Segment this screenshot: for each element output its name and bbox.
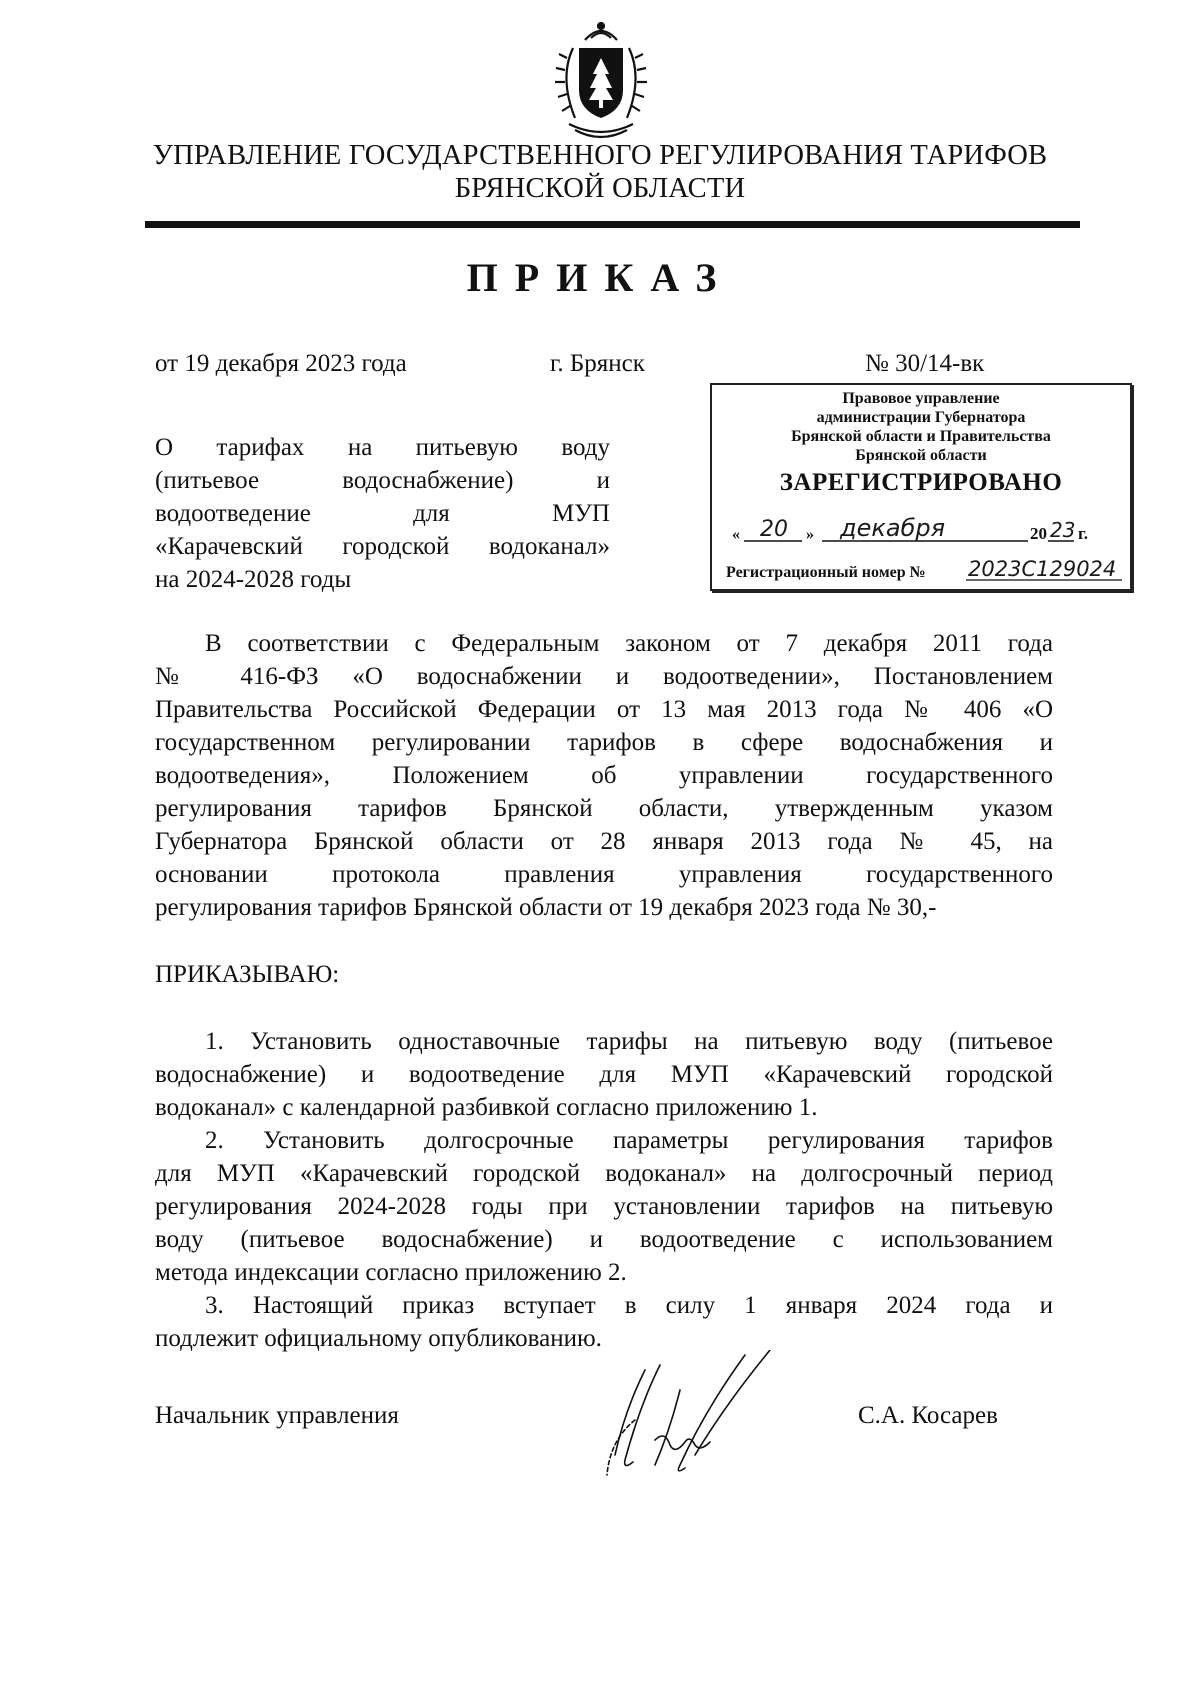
subject-line: на 2024-2028 годы [155,566,352,593]
registration-stamp [710,383,1132,591]
order-word: ПРИКАЗЫВАЮ: [155,961,340,988]
item-line: метода индексации согласно приложению 2. [155,1259,627,1286]
item-line: подлежит официальному опубликованию. [155,1325,602,1352]
item-line: воду (питьевое водоснабжение) и водоотведение с использованием [155,1226,1053,1253]
document-city: г. Брянск [550,350,645,377]
stamp-regnum-row [726,557,1126,585]
header-divider [145,221,1080,228]
subject-line: О тарифах на питьевую воду [155,434,610,461]
item-line: для МУП «Карачевский городской водоканал» на долгосрочный период [155,1160,1053,1187]
stamp-line: Брянской области и Правительства [791,428,1051,445]
stamp-date-month: декабря [840,515,946,542]
stamp-date-year-unit: г. [1078,524,1089,543]
item-line: 2. Установить долгосрочные параметры регулирования тарифов [205,1127,1053,1154]
stamp-date-year-suffix: 23 [1050,518,1076,542]
organization-name-line2: БРЯНСКОЙ ОБЛАСТИ [454,173,746,204]
stamp-regnum-value: 2023С129024 [968,557,1117,581]
coat-of-arms-icon [545,18,657,144]
stamp-regnum-label: Регистрационный номер № [726,564,926,581]
item-line: водоснабжение) и водоотведение для МУП «Карачевский городской [155,1061,1053,1088]
signature-icon [585,1350,815,1495]
preamble-line: водоотведения», Положением об управлении государственного [155,762,1053,789]
item-line: 1. Установить одноставочные тарифы на питьевую воду (питьевое [205,1028,1053,1055]
preamble-line: Губернатора Брянской области от 28 января 2013 года № 45, на [155,828,1053,855]
item-line: 3. Настоящий приказ вступает в силу 1 января 2024 года и [205,1292,1053,1319]
subject-line: (питьевое водоснабжение) и [155,467,610,494]
preamble-line: государственном регулировании тарифов в сфере водоснабжения и [155,729,1053,756]
subject-line: «Карачевский городской водоканал» [155,533,610,560]
stamp-date-year-prefix: 20 [1030,524,1047,543]
stamp-date-day: 20 [760,517,788,542]
stamp-line: Брянской области [855,447,987,464]
preamble-line: № 416-ФЗ «О водоснабжении и водоотведении», Постановлением [155,663,1053,690]
preamble-line: регулирования тарифов Брянской области от 19 декабря 2023 года № 30,- [155,894,937,921]
item-line: водоканал» с календарной разбивкой согласно приложению 1. [155,1094,818,1121]
preamble-line: Правительства Российской Федерации от 13 мая 2013 года № 406 «О [155,696,1053,723]
preamble-line: основании протокола правления управления государственного [155,861,1053,888]
subject-line: водоотведение для МУП [155,500,610,527]
stamp-date-row [730,515,1122,547]
stamp-date-open-quote: « [732,526,740,543]
signatory-name: С.А. Косарев [858,1402,998,1429]
stamp-registered: ЗАРЕГИСТРИРОВАНО [779,469,1063,496]
document-number: № 30/14-вк [865,350,985,377]
stamp-date-close-quote: » [806,526,814,543]
preamble-line: регулирования тарифов Брянской области, утвержденным указом [155,795,1053,822]
document-date: от 19 декабря 2023 года [155,350,407,377]
item-line: регулирования 2024-2028 годы при установлении тарифов на питьевую [155,1193,1053,1220]
organization-name-line1: УПРАВЛЕНИЕ ГОСУДАРСТВЕННОГО РЕГУЛИРОВАНИЯ ТАРИФОВ [152,140,1048,171]
signatory-position: Начальник управления [155,1402,399,1429]
document-title: ПРИКАЗ [466,255,734,300]
preamble-line: В соответствии с Федеральным законом от 7 декабря 2011 года [205,630,1053,657]
stamp-line: Правовое управление [842,390,1000,407]
stamp-line: администрации Губернатора [816,409,1026,426]
